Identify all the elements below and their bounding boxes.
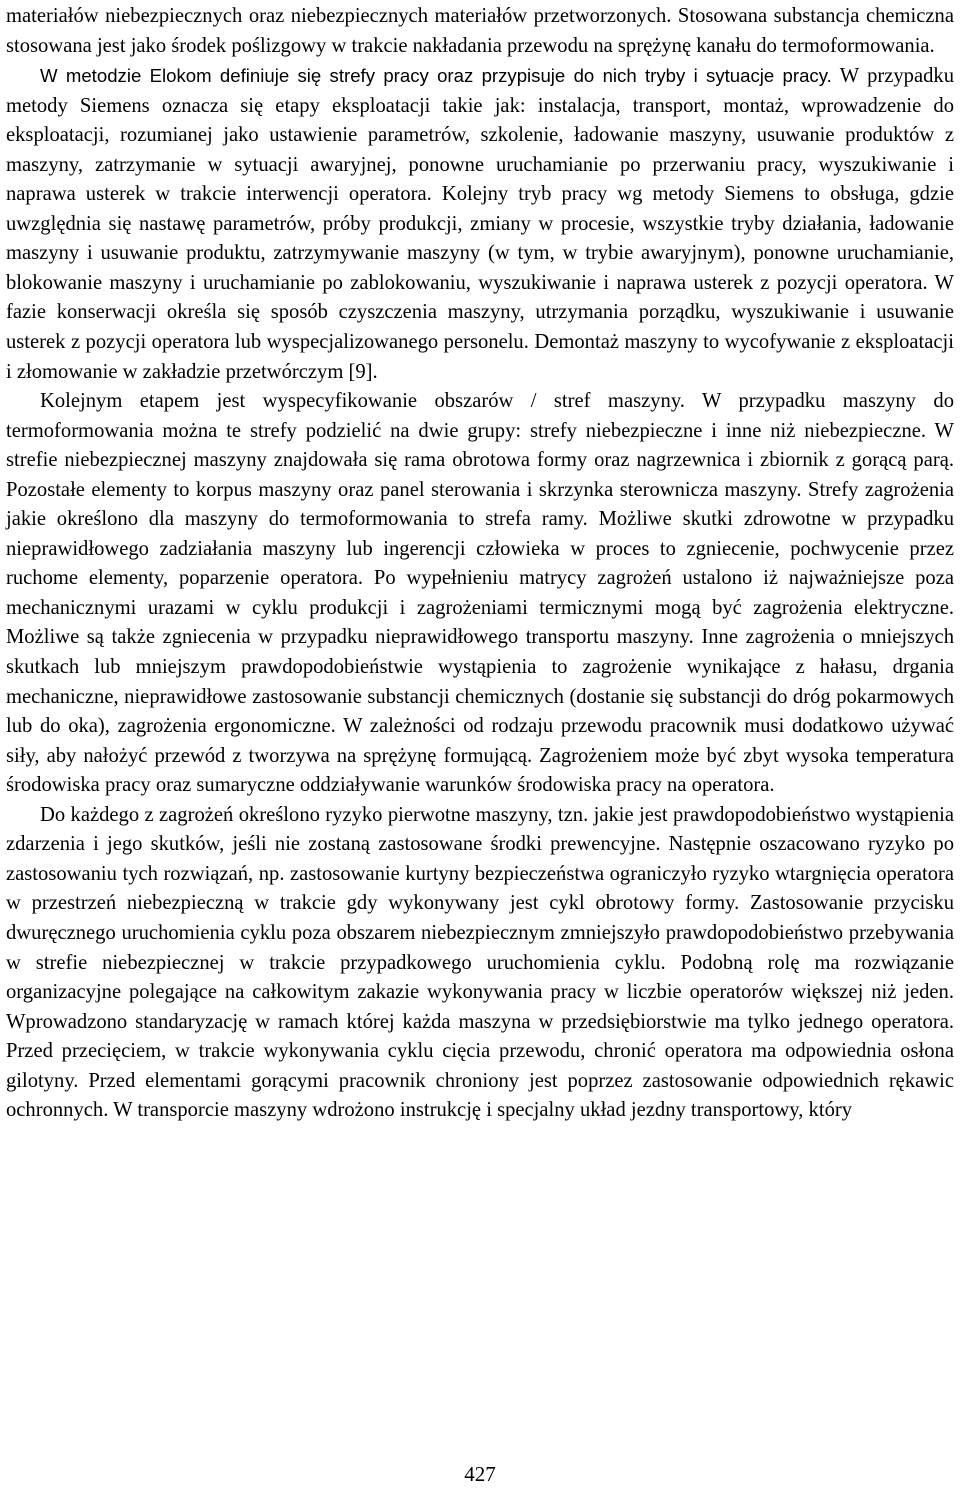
paragraph-3: Kolejnym etapem jest wyspecyfikowanie obszarów / stref maszyny. W przypadku maszyny do termoformowania można te strefy podzielić na dwie grupy: strefy niebezpieczne i inne niż niebezpieczne. W strefie niebezpiecznej maszyny znajdowała się rama obrotowa formy oraz nagrzewnica i zbiornik z gorącą parą. Pozostałe elementy to korpus maszyny oraz panel sterowania i skrzynka sterownicza maszyny. Strefy zagrożenia jakie określono dla maszyny do termoformowania to strefa ramy. Możliwe skutki zdrowotne w przypadku nieprawidłowego zadziałania maszyny lub ingerencji człowieka w proces to zgniecenie, pochwycenie przez ruchome elementy, poparzenie operatora. Po wypełnieniu matrycy zagrożeń ustalono iż najważniejsze poza mechanicznymi urazami w cyklu produkcji i zagrożeniami termicznymi mogą być zagrożenia elektryczne. Możliwe są także zgniecenia w przypadku nieprawidłowego transportu maszyny. Inne zagrożenia o mniejszych skutkach lub mniejszym prawdopodobieństwie wystąpienia to zagrożenie wynikające z hałasu, drgania mechaniczne, nieprawidłowe zastosowanie substancji chemicznych (dostanie się substancji do dróg pokarmowych lub do oka), zagrożenia ergonomiczne. W zależności od rodzaju przewodu pracownik musi dodatkowo używać siły, aby nałożyć przewód z tworzywa na sprężynę formującą. Zagrożeniem może być zbyt wysoka temperatura środowiska pracy oraz sumaryczne oddziaływanie warunków środowiska pracy na operatora. — [6, 390, 954, 797]
paragraph-4: Do każdego z zagrożeń określono ryzyko pierwotne maszyny, tzn. jakie jest prawdopodobieństwo wystąpienia zdarzenia i jego skutków, jeśli nie zostaną zastosowane środki prewencyjne. Następnie oszacowano ryzyko po zastosowaniu tych rozwiązań, np. zastosowanie kurtyny bezpieczeństwa ograniczyło ryzyko wtargnięcia operatora w przestrzeń niebezpieczną w trakcie gdy wykonywany jest cykl obrotowy formy. Zastosowanie przycisku dwuręcznego uruchomienia cyklu poza obszarem niebezpiecznym zmniejszyło prawdopodobieństwo przebywania w strefie niebezpiecznej w trakcie przypadkowego uruchomienia cyklu. Podobną rolę ma rozwiązanie organizacyjne polegające na całkowitym zakazie wykonywania pracy w liczbie operatorów większej niż jeden. Wprowadzono standaryzację w ramach której każda maszyna w przedsiębiorstwie ma tylko jednego operatora. Przed przecięciem, w trakcie wykonywania cyklu cięcia przewodu, chronić operatora ma odpowiednia osłona gilotyny. Przed elementami gorącymi pracownik chroniony jest poprzez zastosowanie odpowiednich rękawic ochronnych. W transporcie maszyny wdrożono instrukcję i specjalny układ jezdny transportowy, który — [6, 803, 954, 1122]
body-text — [6, 2, 954, 1126]
page-number: 427 — [464, 1462, 496, 1486]
document-page — [6, 0, 954, 1489]
paragraph-1: materiałów niebezpiecznych oraz niebezpiecznych materiałów przetworzonych. Stosowana substancja chemiczna stosowana jest jako środek poślizgowy w trakcie nakładania przewodu na sprężynę kanału do termoformowania. — [6, 5, 954, 57]
paragraph-2 — [6, 61, 954, 387]
paragraph-2-sans-sentence: W metodzie Elokom definiuje się strefy pracy oraz przypisuje do nich tryby i sytuacje pracy. — [40, 65, 832, 87]
paragraph-2-body: W przypadku metody Siemens oznacza się etapy eksploatacji takie jak: instalacja, transport, montaż, wprowadzenie do eksploatacji, rozumianej jako ustawienie parametrów, szkolenie, ładowanie maszyny, usuwanie produktów z maszyny, zatrzymanie w sytuacji awaryjnej, ponowne uruchamianie po przerwaniu pracy, wyszukiwanie i naprawa usterek w trakcie interwencji operatora. Kolejny tryb pracy wg metody Siemens to obsługa, gdzie uwzględnia się nastawę parametrów, próby produkcji, zmiany w procesie, wszystkie tryby działania, ładowanie maszyny i usuwanie produktu, zatrzymywanie maszyny (w tym, w trybie awaryjnym), ponowne uruchamianie, blokowanie maszyny i uruchamianie po zablokowaniu, wyszukiwanie i naprawa usterek z pozycji operatora. W fazie konserwacji określa się sposób czyszczenia maszyny, utrzymania porządku, wyszukiwanie i usuwanie usterek z pozycji operatora lub wyspecjalizowanego personelu. Demontaż maszyny to wycofywanie z eksploatacji i złomowanie w zakładzie przetwórczym [9]. — [6, 65, 954, 383]
